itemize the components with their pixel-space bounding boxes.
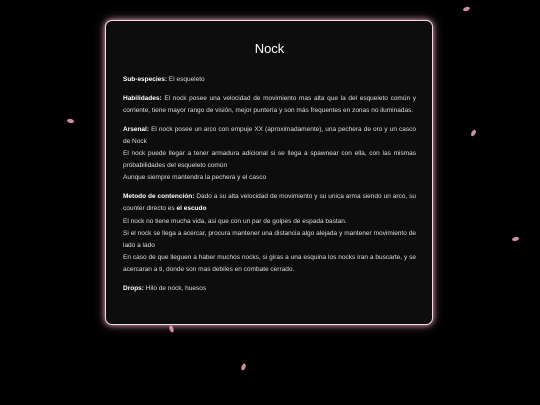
arsenal-text: El nock posee un arco con empuje XX (aproximadamente), una pechera de oro y un casco de Nock: [123, 125, 416, 145]
arsenal-line: Aunque siempre mantendra la pechera y el casco: [123, 174, 267, 182]
petal-decoration: [470, 129, 477, 137]
arsenal-label: Arsenal:: [123, 125, 150, 133]
drops-label: Drops:: [123, 285, 144, 293]
metodo-line: El nock no tiene mucha vida, asi que con un par de golpes de espada bastan.: [123, 217, 347, 225]
petal-decoration: [67, 118, 75, 123]
petal-decoration: [240, 363, 246, 371]
habilidades-label: Habilidades:: [123, 94, 162, 102]
page-title: Nock: [254, 41, 285, 56]
metodo-text: Dado a su alta velocidad de movimiento y su unica arma siendo un arco, su counter directo es: [123, 193, 416, 213]
subspecies-section: [123, 74, 416, 86]
habilidades-text: El nock posee una velocidad de movimiento mas alta que la del esqueleto común y corriente, tiene mayor rango de visión, mejor puntería y son más frequentes en zonas no iluminadas.: [123, 94, 416, 114]
subspecies-text: El esqueleto: [168, 76, 205, 83]
petal-decoration: [168, 325, 174, 333]
arsenal-section: [123, 124, 416, 185]
metodo-label: Metodo de contención:: [123, 193, 195, 201]
metodo-counter: el escudo: [176, 205, 207, 213]
petal-decoration: [463, 6, 471, 12]
petal-decoration: [512, 236, 520, 242]
metodo-section: [123, 191, 416, 276]
subspecies-label: Sub-especies:: [123, 76, 168, 83]
metodo-line: En caso de que lleguen a haber muchos nocks, si giras a una esquina los nocks iran a buscarte, y se acercaran a ti, donde son mas debiles en combate cerrado.: [123, 254, 416, 274]
drops-section: [123, 283, 416, 295]
drops-text: Hilo de nock, huesos: [145, 285, 207, 293]
metodo-line: Si el nock se llega a acercar, procura mantener una distancia algo alejada y mantener movimiento de lado a lado: [123, 229, 416, 249]
arsenal-line: El nock puede llegar a tener armadura adicional si se llega a spawnear con ella, con las mismas probabilidades del esqueleto común: [123, 150, 416, 170]
habilidades-section: [123, 93, 416, 117]
info-card: [105, 20, 433, 325]
